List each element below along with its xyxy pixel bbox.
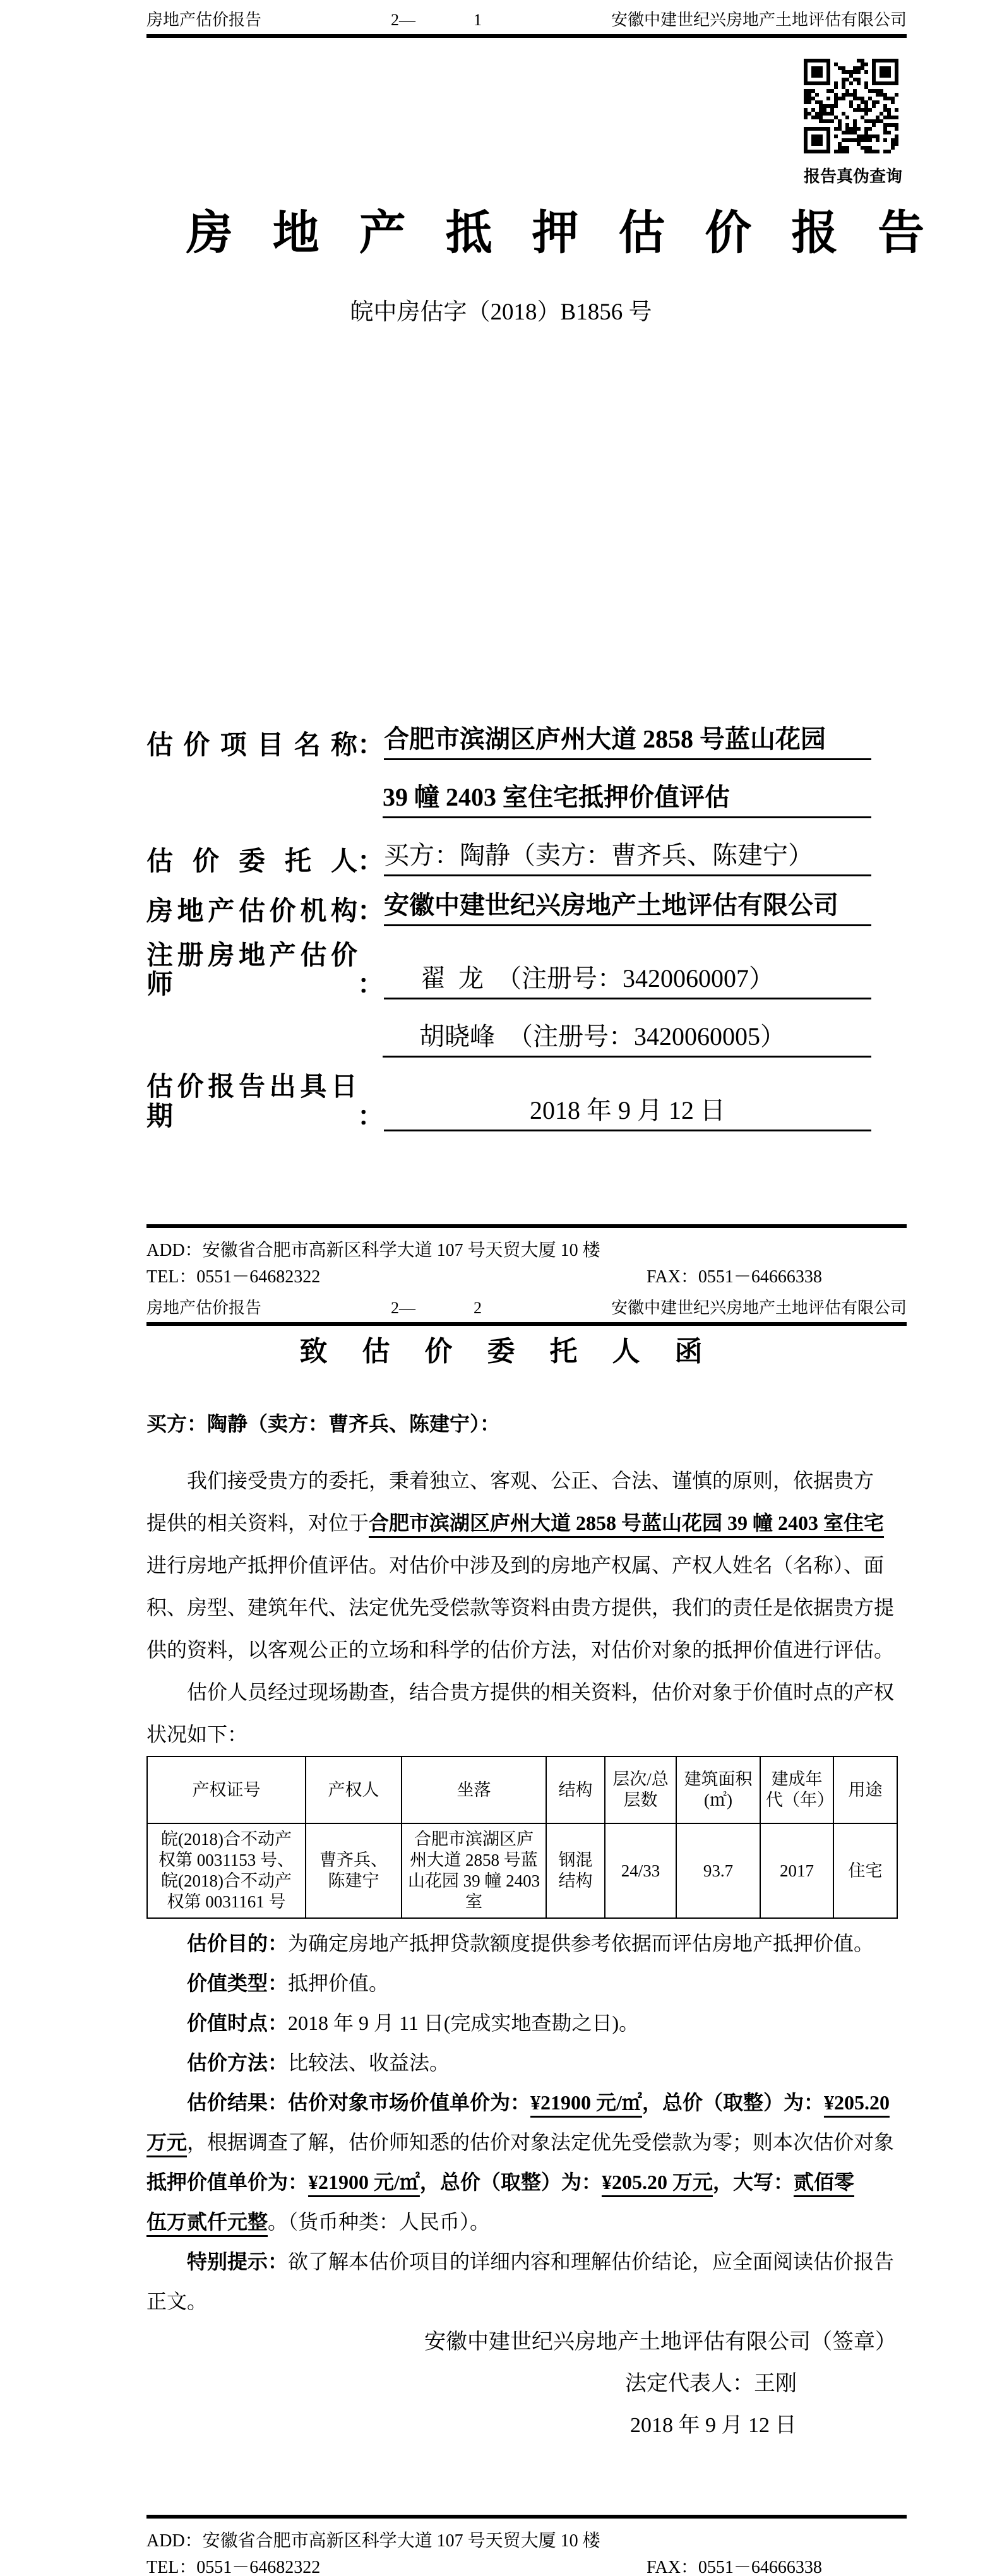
text-segment: 估价结果： [187,2091,289,2114]
text-segment: 估价对象市场价值单价为： [288,2091,531,2114]
text-line [146,1714,907,1756]
field-value: 胡晓峰 （注册号：3420060005） [383,1023,871,1058]
text-segment: 为确定房地产抵押贷款额度提供参考依据而评估房地产抵押价值。 [288,1932,874,1955]
table-header-cell: 产权证号 [147,1756,306,1823]
header-company-name: 安徽中建世纪兴房地产土地评估有限公司 [611,11,907,29]
table-header-cell: 结构 [546,1756,605,1823]
text-segment: ，总价（取整）为： [641,2091,824,2114]
text-segment: 状况如下： [146,1723,248,1746]
property-table [146,1756,898,1919]
signature-company: 安徽中建世纪兴房地产土地评估有限公司（签章） [424,2330,897,2354]
table-header-cell: 建成年代（年） [760,1756,833,1823]
header-doc-type: 房地产估价报告 [146,11,262,29]
field-value: 39 幢 2403 室住宅抵押价值评估 [383,784,871,818]
text-segment: 欲了解本估价项目的详细内容和理解估价结论，应全面阅读估价报告 [288,2250,895,2273]
field-value: 安徽中建世纪兴房地产土地评估有限公司 [384,891,871,926]
field-colon: ： [357,847,385,876]
letter-title: 致估价委托人函 [299,1336,737,1367]
text-line [146,2083,907,2123]
text-segment: 价值时点： [187,2012,289,2034]
table-header-cell: 建筑面积(㎡) [676,1756,760,1823]
text-line [146,2043,907,2083]
text-line [146,2003,907,2043]
qr-caption: 报告真伪查询 [804,167,903,186]
footer-fax: FAX：0551－64666338 [647,1267,822,1287]
field-colon: ： [357,730,385,760]
text-segment: 抵押价值。 [288,1972,390,1995]
text-line [146,1460,907,1502]
text-segment: ，总价（取整）为： [419,2171,602,2193]
footer-contact-row [146,2558,907,2576]
table-cell: 住宅 [833,1823,897,1918]
page-footer [146,2515,907,2576]
text-segment: ，大写： [712,2171,794,2193]
field-value: 买方：陶静（卖方：曹齐兵、陈建宁） [384,842,871,876]
text-segment: ¥205.20 万元 [601,2171,713,2193]
signature-legal-rep: 法定代表人：王刚 [625,2372,797,2395]
letter-salutation: 买方：陶静（卖方：曹齐兵、陈建宁）： [146,1412,501,1435]
field-row [146,725,871,760]
table-cell: 合肥市滨湖区庐州大道 2858 号蓝山花园 39 幢 2403 室 [402,1823,546,1918]
text-line [146,1964,907,2003]
table-cell: 曹齐兵、陈建宁 [306,1823,402,1918]
table-header-cell: 用途 [833,1756,897,1823]
footer-address: ADD：安徽省合肥市高新区科学大道 107 号天贸大厦 10 楼 [146,2531,600,2551]
field-value: 2018 年 9 月 12 日 [384,1097,871,1131]
footer-address: ADD：安徽省合肥市高新区科学大道 107 号天贸大厦 10 楼 [146,1241,600,1260]
letter-body [146,1460,907,1756]
footer-tel: TEL：0551－64682322 [146,2558,321,2576]
report-page-2 [0,1288,1002,2576]
table-cell: 皖(2018)合不动产权第 0031153 号、皖(2018)合不动产权第 0031161 号 [147,1823,306,1918]
page-header [146,0,907,38]
field-row [146,941,871,999]
report-title: 房地产抵押估价报告 [186,208,964,259]
text-line [146,2242,907,2282]
footer-contact-row [146,1267,907,1287]
text-segment: 特别提示： [187,2250,289,2273]
signature-date: 2018 年 9 月 12 日 [630,2414,797,2437]
field-colon: ： [357,897,385,926]
text-segment: ，根据调查了解，估价师知悉的估价对象法定优先受偿款为零；则本次估价对象 [187,2131,895,2154]
header-page-indicator [261,10,611,30]
report-number: 皖中房估字（2018）B1856 号 [350,299,652,325]
table-cell: 钢混结构 [546,1823,605,1918]
field-colon: ： [357,970,385,1000]
page-header [146,1288,907,1326]
header-page-number: 1 [474,11,482,29]
qr-code-icon [804,59,898,153]
text-line [146,1924,907,1964]
table-row [147,1823,897,1918]
header-page-total: 2— [391,11,415,29]
text-segment: 2018 年 9 月 11 日(完成实地查勘之日)。 [288,2012,640,2034]
field-label: 注册房地产估价师 [146,941,357,1000]
text-line [146,2282,907,2322]
text-line [146,2202,907,2242]
text-segment: ¥21900 元/㎡ [308,2171,420,2193]
field-label: 估价委托人 [146,847,357,876]
field-label: 估价报告出具日期 [146,1073,357,1131]
table-header-cell: 产权人 [306,1756,402,1823]
field-row [146,1023,871,1058]
text-segment: 估价方法： [187,2051,289,2074]
qr-block [804,59,903,187]
header-page-number: 2 [474,1299,482,1317]
text-segment: 抵押价值单价为： [146,2171,309,2193]
header-page-total: 2— [391,1299,415,1317]
table-header-cell: 层次/总层数 [605,1756,676,1823]
text-segment: 。（货币种类：人民币）。 [268,2210,491,2233]
text-segment: 合肥市滨湖区庐州大道 2858 号蓝山花园 39 幢 2403 室住宅 [369,1512,885,1534]
text-segment: 万元 [146,2131,188,2154]
field-value: 翟 龙 （注册号：3420060007） [384,965,871,999]
text-line [146,2162,907,2202]
field-row [146,1073,871,1131]
text-segment: 价值类型： [187,1972,289,1995]
text-line [146,1502,907,1544]
text-line [146,2123,907,2162]
text-segment: 估价人员经过现场勘查，结合贵方提供的相关资料，估价对象于价值时点的产权 [187,1681,895,1703]
field-label: 房地产估价机构 [146,897,357,926]
text-segment: 供的资料，以客观公正的立场和科学的估价方法，对估价对象的抵押价值进行评估。 [146,1638,895,1661]
field-row [146,891,871,926]
result-body [146,1924,907,2322]
header-page-indicator [261,1298,611,1318]
field-label: 估价项目名称 [146,730,357,760]
page-footer [146,1224,907,1287]
text-line [146,1629,907,1671]
field-value: 合肥市滨湖区庐州大道 2858 号蓝山花园 [384,725,871,760]
field-row [146,784,871,818]
field-row [146,842,871,876]
text-segment: 伍万贰仟元整 [146,2210,268,2233]
text-segment: 积、房型、建筑年代、法定优先受偿款等资料由贵方提供，我们的责任是依据贵方提 [146,1596,895,1619]
table-cell: 93.7 [676,1823,760,1918]
table-cell: 2017 [760,1823,833,1918]
footer-tel: TEL：0551－64682322 [146,1267,321,1287]
text-segment: 正文。 [146,2290,208,2313]
table-cell: 24/33 [605,1823,676,1918]
text-segment: ¥205.20 [823,2091,890,2114]
footer-fax: FAX：0551－64666338 [647,2558,822,2576]
text-segment: 进行房地产抵押价值评估。对估价中涉及到的房地产权属、产权人姓名（名称）、面 [146,1554,885,1577]
text-line [146,1671,907,1714]
text-segment: 贰佰零 [793,2171,854,2193]
field-colon: ： [357,1102,385,1131]
text-segment: 估价目的： [187,1932,289,1955]
signature-block [146,2322,897,2447]
text-segment: ¥21900 元/㎡ [530,2091,642,2114]
text-line [146,1544,907,1587]
text-line [146,1587,907,1629]
table-header-cell: 坐落 [402,1756,546,1823]
table-header-row [147,1756,897,1823]
text-segment: 提供的相关资料，对位于 [146,1512,369,1534]
header-doc-type: 房地产估价报告 [146,1299,262,1317]
text-segment: 比较法、收益法。 [288,2051,450,2074]
fields-section [146,725,871,1131]
header-company-name: 安徽中建世纪兴房地产土地评估有限公司 [611,1299,907,1317]
text-segment: 我们接受贵方的委托，秉着独立、客观、公正、合法、谨慎的原则，依据贵方 [187,1469,874,1492]
